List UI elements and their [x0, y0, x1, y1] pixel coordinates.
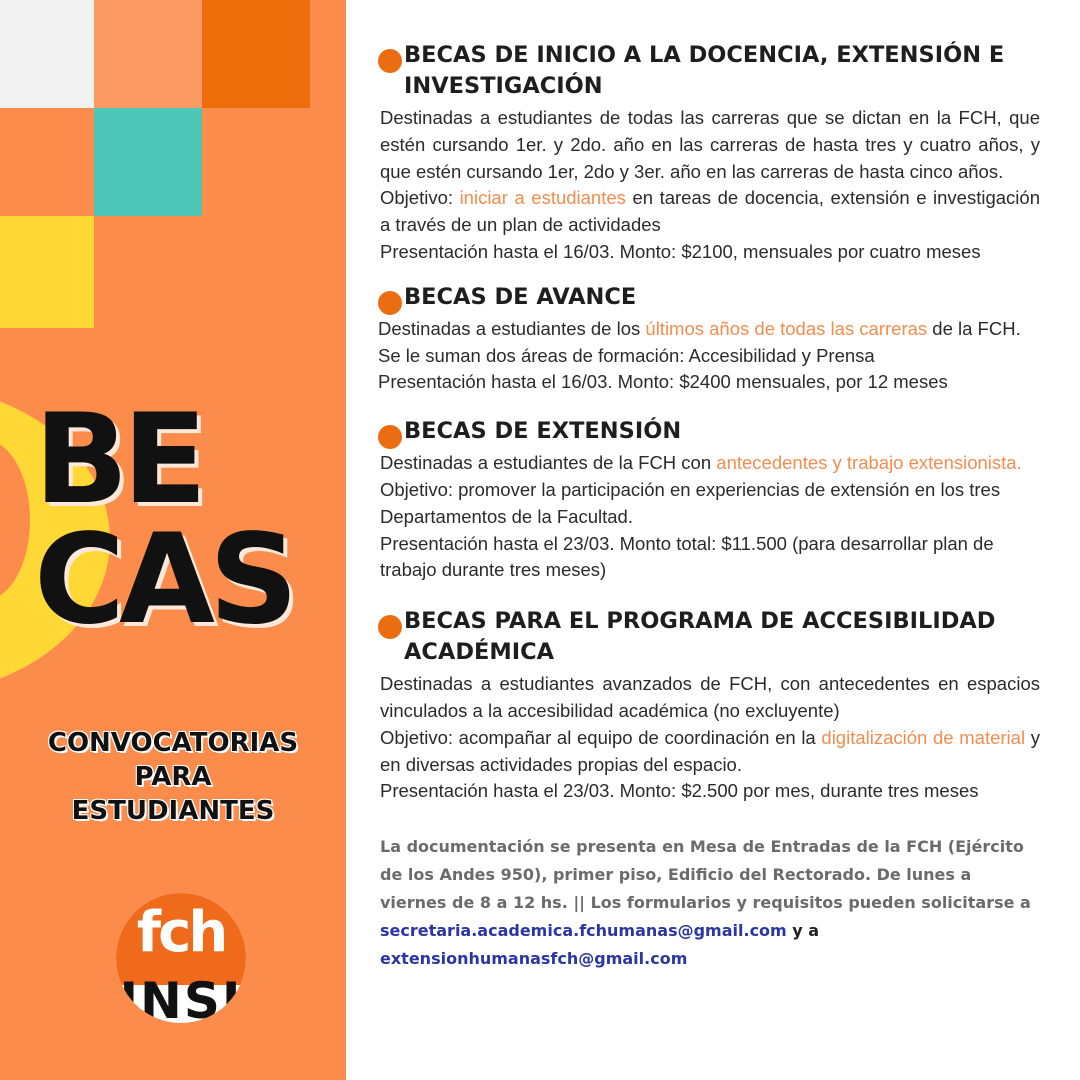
destinadas-text	[378, 316, 1040, 370]
presentacion-text: Presentación hasta el 23/03. Monto: $2.500 por mes, durante tres meses	[380, 780, 979, 802]
subtitle-line: ESTUDIANTES	[71, 796, 275, 826]
destinadas-text	[380, 450, 1040, 477]
presentacion-text: Presentación hasta el 16/03. Monto: $2400 mensuales, por 12 meses	[378, 371, 948, 393]
destinadas-highlight: últimos años de todas las carreras	[645, 317, 928, 339]
destinadas-prefix: Destinadas a estudiantes de los	[378, 317, 646, 339]
objetivo-prefix: Objetivo:	[380, 187, 460, 209]
section-body	[380, 105, 1040, 266]
bullet-dot-icon	[378, 49, 402, 73]
section-title: BECAS DE AVANCE	[404, 283, 637, 310]
section-heading	[370, 416, 1040, 447]
bullet-dot-icon	[378, 615, 402, 639]
objetivo-prefix: Objetivo: acompañar al equipo de coordinación en la	[380, 726, 822, 748]
email-link-secretaria[interactable]: secretaria.academica.fchumanas@gmail.com	[380, 921, 787, 941]
objetivo-suffix: y en diversas actividades propias del espacio.	[380, 726, 1040, 775]
orange-square	[202, 0, 310, 108]
title-becas-line1: BE	[34, 388, 202, 532]
yellow-square	[0, 216, 94, 328]
logo-text: fch	[136, 900, 226, 965]
peach-square	[94, 0, 202, 108]
bullet-dot-icon	[378, 291, 402, 315]
subtitle-convocatorias	[0, 726, 346, 828]
teal-square	[94, 108, 202, 216]
main-content	[370, 40, 1040, 973]
subtitle-line: PARA	[134, 762, 212, 792]
presentacion-text: Presentación hasta el 23/03. Monto total: $11.500 (para desarrollar plan de trabajo durante tres meses)	[380, 532, 994, 581]
objetivo-suffix: en tareas de docencia, extensión e investigación a través de un plan de actividades	[380, 187, 1040, 236]
gray-square	[0, 0, 94, 108]
section-body	[380, 671, 1040, 805]
section-heading	[370, 606, 1040, 668]
footer-conjunction: y a	[786, 921, 820, 941]
bullet-dot-icon	[378, 425, 402, 449]
destinadas-highlight: antecedentes y trabajo extensionista.	[716, 452, 1022, 474]
title-becas-line2: CAS	[34, 508, 293, 652]
destinadas-text: Destinadas a estudiantes avanzados de FCH, con antecedentes en espacios vinculados a la accesibilidad académica (no excluyente)	[380, 673, 1040, 721]
footer-text: La documentación se presenta en Mesa de Entradas de la FCH (Ejército de los Andes 950), primer piso, Edificio del Rectorado. De lunes a viernes de 8 a 12 hs. || Los formularios y requisitos pueden solicitarse a	[380, 837, 1031, 913]
email-link-extension[interactable]: extensionhumanasfch@gmail.com	[380, 949, 688, 969]
logo-partial-text: INSI	[119, 972, 243, 1023]
section-title: BECAS PARA EL PROGRAMA DE ACCESIBILIDAD ACADÉMICA	[404, 608, 996, 666]
section-becas-inicio	[370, 40, 1040, 266]
section-heading	[370, 282, 1040, 313]
left-decorative-panel	[0, 0, 346, 1080]
section-becas-avance	[370, 282, 1040, 396]
objetivo-text: Objetivo: promover la participación en experiencias de extensión en los tres Departamentos de la Facultad.	[380, 478, 1001, 527]
objetivo-text	[380, 725, 1040, 779]
presentacion-text: Presentación hasta el 16/03. Monto: $2100, mensuales por cuatro meses	[380, 240, 981, 262]
section-becas-accesibilidad	[370, 606, 1040, 805]
section-becas-extension	[370, 416, 1040, 584]
fch-logo	[116, 893, 246, 1023]
objetivo-text	[380, 185, 1040, 239]
destinadas-text: Destinadas a estudiantes de todas las carreras que se dictan en la FCH, que estén cursando 1er. y 2do. año en las carreras de hasta tres y cuatro años, y que estén cursando 1er, 2do y 3er. año en las carreras de hasta cinco años.	[380, 107, 1040, 182]
destinadas-suffix: de la FCH. Se le suman dos áreas de formación: Accesibilidad y Prensa	[378, 317, 1021, 366]
objetivo-highlight: digitalización de material	[821, 726, 1026, 748]
section-body	[378, 316, 1040, 396]
section-title: BECAS DE INICIO A LA DOCENCIA, EXTENSIÓN E INVESTIGACIÓN	[404, 42, 1005, 99]
subtitle-line: CONVOCATORIAS	[47, 728, 299, 758]
section-heading	[370, 40, 1040, 102]
section-body	[380, 450, 1040, 584]
section-title: BECAS DE EXTENSIÓN	[404, 418, 682, 445]
footer-info	[380, 833, 1040, 973]
destinadas-prefix: Destinadas a estudiantes de la FCH con	[380, 452, 717, 474]
objetivo-highlight: iniciar a estudiantes	[459, 187, 626, 209]
